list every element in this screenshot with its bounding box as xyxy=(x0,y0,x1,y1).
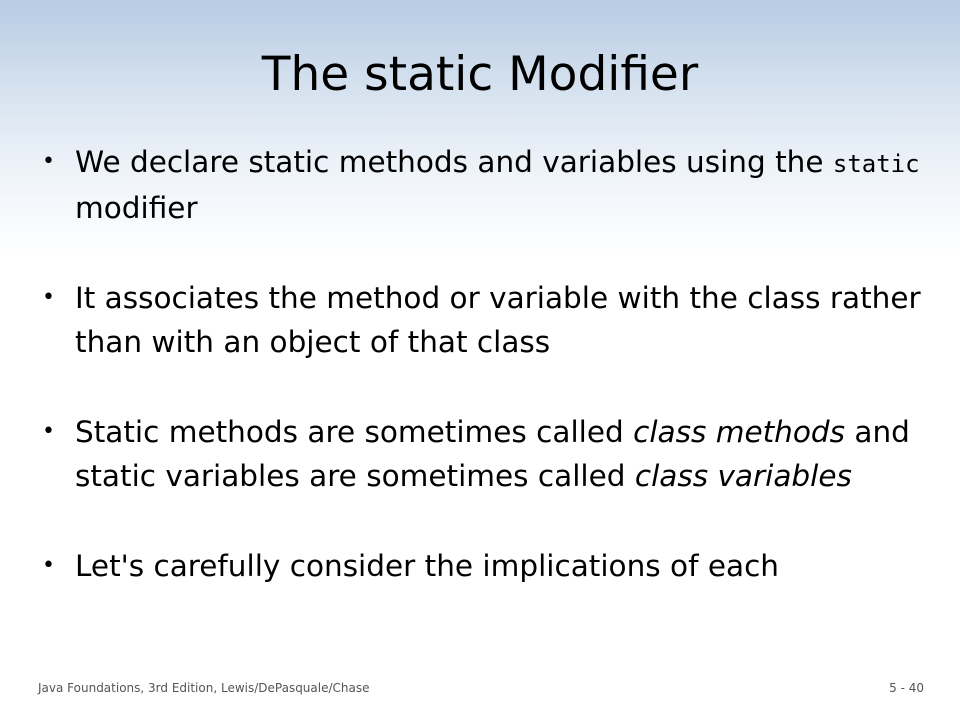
bullet-item xyxy=(42,140,922,230)
footer-source: Java Foundations, 3rd Edition, Lewis/DePasquale/Chase xyxy=(38,681,370,695)
bullet-text: and static variables are sometimes called xyxy=(75,415,910,493)
italic-term: class variables xyxy=(634,459,852,493)
bullet-text: It associates the method or variable with the class rather than with an object of that class xyxy=(75,281,921,359)
bullet-text: modifier xyxy=(75,191,198,225)
slide-title: The static Modifier xyxy=(261,47,699,102)
bullet-dot-icon: • xyxy=(42,149,55,174)
bullet-dot-icon: • xyxy=(42,419,55,444)
page-number: 5 - 40 xyxy=(889,681,924,695)
bullet-item xyxy=(42,410,922,498)
bullet-text: We declare static methods and variables using the xyxy=(75,145,833,179)
bullet-text: Static methods are sometimes called xyxy=(75,415,634,449)
bullet-item xyxy=(42,276,922,364)
bullet-text: Let's carefully consider the implications of each xyxy=(75,549,779,583)
bullet-dot-icon: • xyxy=(42,553,55,578)
italic-term: class methods xyxy=(633,415,846,449)
bullet-list xyxy=(42,140,922,588)
code-keyword: static xyxy=(832,150,920,178)
bullet-item xyxy=(42,544,922,588)
bullet-dot-icon: • xyxy=(42,285,55,310)
